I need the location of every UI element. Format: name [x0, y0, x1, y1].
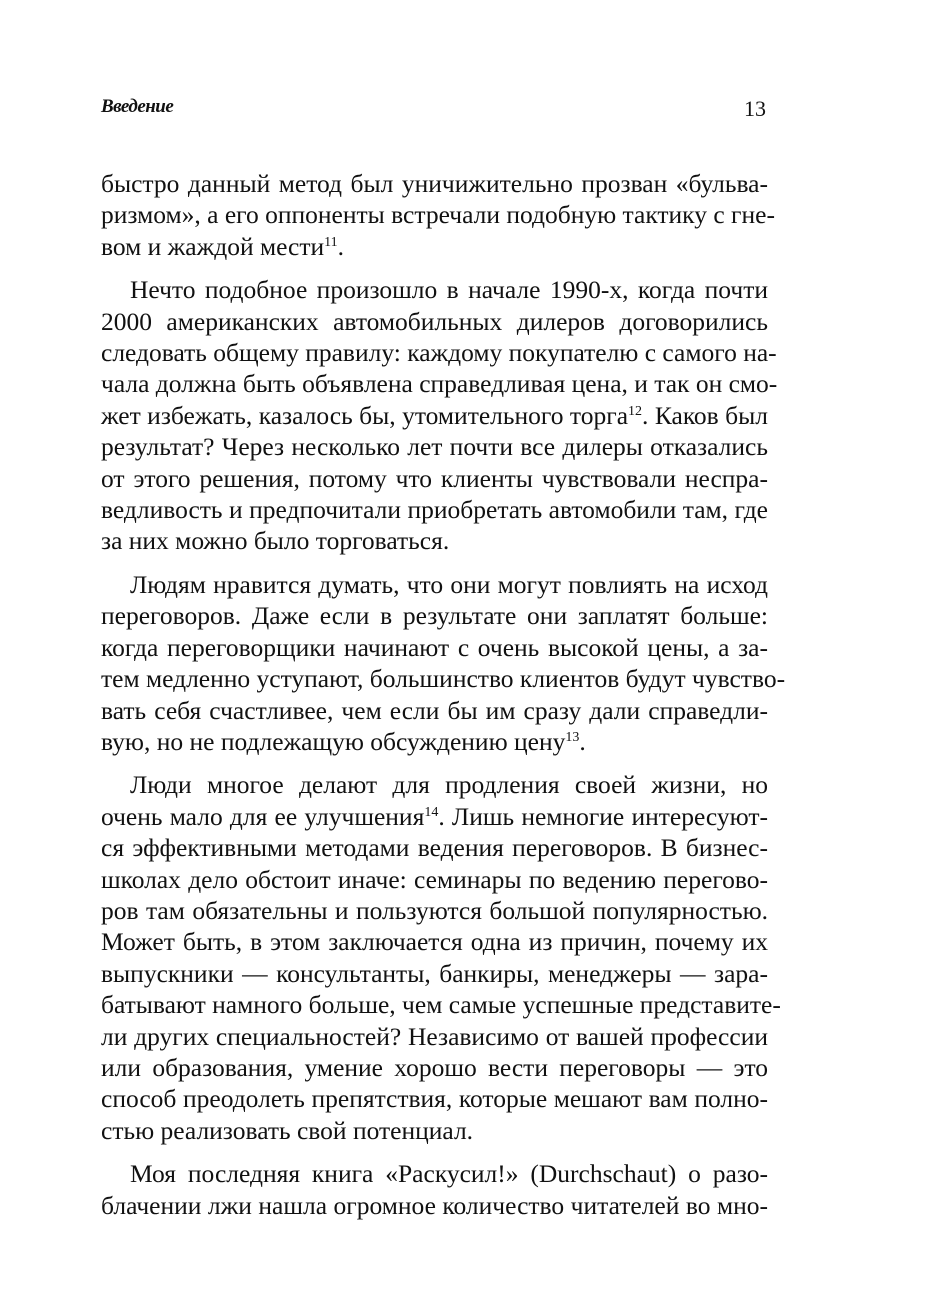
paragraph	[101, 769, 781, 1146]
text-line: способ преодолеть препятствия, которые мешают вам полно-	[101, 1084, 768, 1114]
text-line: Людям нравится думать, что они могут повлиять на исход	[130, 569, 768, 599]
text-line: когда переговорщики начинают с очень высокой цены, а за-	[101, 632, 768, 662]
text-line: результат? Через несколько лет почти все дилеры отказались	[101, 432, 768, 462]
text-line: выпускники — консультанты, банкиры, менеджеры — зара-	[101, 958, 768, 988]
text-line: за них можно было торговаться.	[101, 526, 450, 556]
text-line: ров там обязательны и пользуются большой популярностью.	[101, 895, 768, 925]
text-line	[101, 801, 768, 832]
text-line: следовать общему правилу: каждому покупателю с самого на-	[101, 338, 777, 368]
text-line: от этого решения, потому что клиенты чувствовали неспра-	[101, 463, 768, 493]
text-segment: .	[579, 726, 586, 756]
text-segment: жет избежать, казалось бы, утомительного торга	[101, 400, 629, 430]
footnote-ref: 13	[565, 729, 580, 745]
footnote-ref: 14	[424, 804, 439, 820]
text-line: 2000 американских автомобильных дилеров договорились	[101, 306, 768, 336]
footnote-ref: 12	[628, 403, 643, 419]
text-segment: вую, но не подлежащую обсуждению цену	[101, 726, 566, 756]
text-segment: . Лишь немногие интересуют-	[438, 801, 768, 831]
text-line: Нечто подобное произошло в начале 1990-х, когда почти	[130, 275, 768, 305]
text-segment: .	[337, 231, 345, 261]
page-number: 13	[744, 96, 766, 121]
text-segment: очень мало для ее улучшения	[101, 801, 425, 831]
text-line: чала должна быть объявлена справедливая цена, и так он смо-	[101, 369, 778, 399]
text-line: или образования, умение хорошо вести переговоры — это	[101, 1052, 768, 1082]
text-line: тем медленно уступают, большинство клиентов будут чувство-	[101, 664, 786, 694]
paragraph	[101, 1158, 768, 1221]
text-line	[101, 400, 768, 431]
footnote-ref: 11	[324, 234, 338, 250]
text-line: переговоров. Даже если в результате они заплатят больше:	[101, 601, 768, 631]
paragraph	[101, 569, 786, 757]
text-line: батывают намного больше, чем самые успешные представите-	[101, 990, 781, 1020]
text-segment: вом и жаждой мести	[101, 231, 325, 261]
text-line: ли других специальностей? Независимо от вашей профессии	[101, 1021, 768, 1051]
running-head: Введение	[101, 96, 174, 117]
text-line: ведливость и предпочитали приобретать автомобили там, где	[101, 495, 768, 525]
text-line: ризмом», а его оппоненты встречали подобную тактику с гне-	[101, 200, 775, 230]
text-line: Может быть, в этом заключается одна из причин, почему их	[101, 927, 768, 957]
text-line	[101, 231, 768, 262]
text-segment: . Каков был	[642, 400, 768, 430]
text-line: Люди многое делают для продления своей жизни, но	[130, 770, 768, 800]
paragraph	[101, 274, 778, 557]
paragraph	[101, 168, 775, 262]
text-line: Моя последняя книга «Раскусил!» (Durchschaut) о разо-	[130, 1159, 768, 1189]
text-line: вать себя счастливее, чем если бы им сразу дали справедли-	[101, 695, 768, 725]
body-text	[101, 168, 786, 1233]
text-line: стью реализовать свой потенциал.	[101, 1115, 474, 1145]
text-line: блачении лжи нашла огромное количество читателей во мно-	[101, 1190, 768, 1220]
text-line: быстро данный метод был уничижительно прозван «бульва-	[101, 169, 768, 198]
text-line: школах дело обстоит иначе: семинары по ведению перегово-	[101, 864, 768, 894]
text-line: ся эффективными методами ведения переговоров. В бизнес-	[101, 833, 768, 863]
text-line	[101, 726, 768, 757]
